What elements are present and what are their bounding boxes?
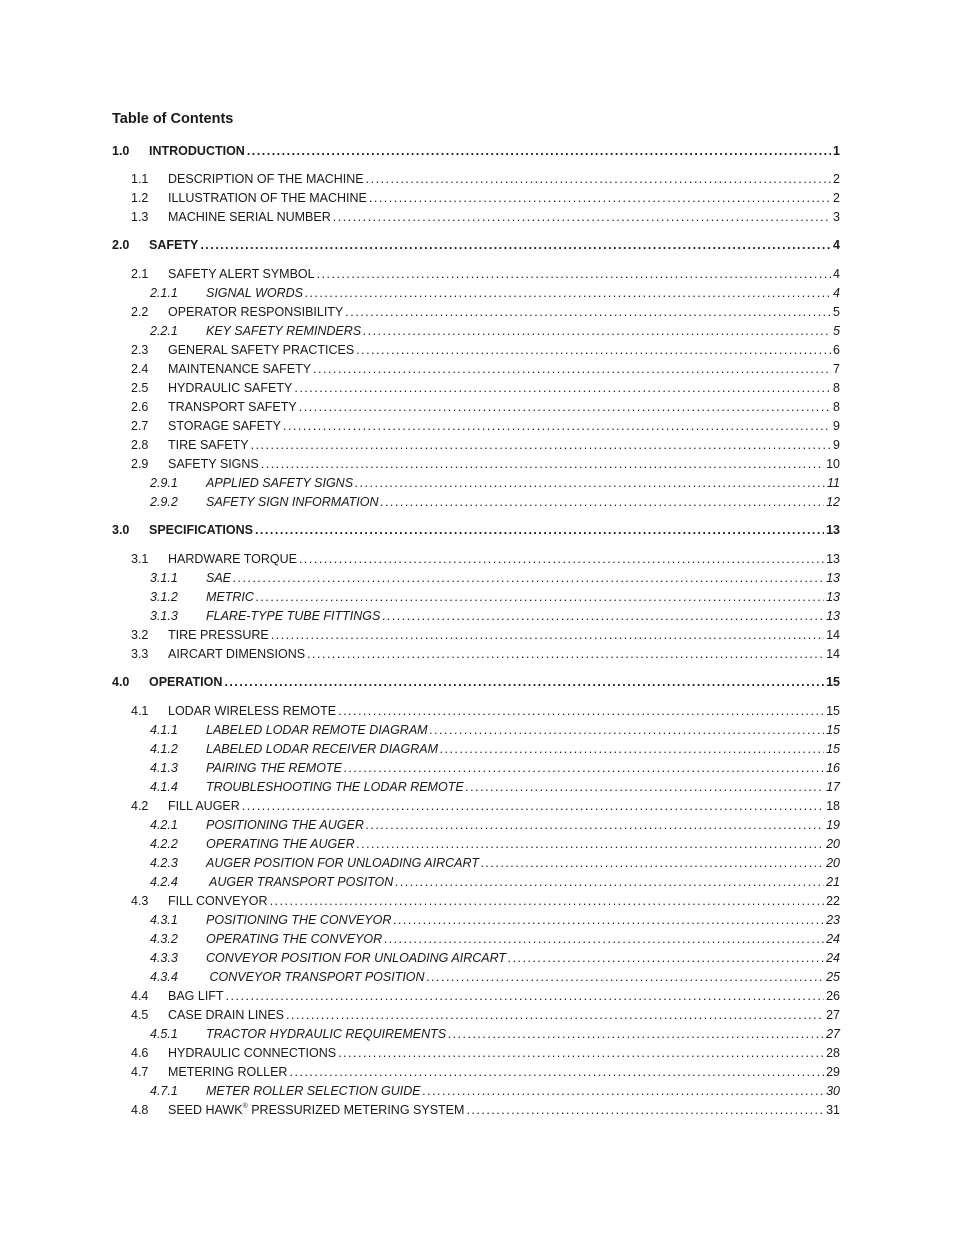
toc-entry-label: LODAR WIRELESS REMOTE (168, 704, 337, 718)
toc-entry-page-number: 7 (833, 362, 840, 376)
toc-entry-number: 2.4 (131, 362, 149, 376)
toc-entry-label: AUGER POSITION FOR UNLOADING AIRCART (206, 856, 479, 870)
toc-entry-page-number: 4 (833, 238, 840, 252)
toc-entry[interactable] (150, 1024, 840, 1042)
toc-entry[interactable] (112, 520, 840, 538)
toc-entry[interactable] (131, 701, 840, 719)
toc-dot-leader (333, 209, 831, 225)
toc-entry-label: HYDRAULIC CONNECTIONS (168, 1046, 337, 1060)
toc-dot-leader (481, 855, 824, 871)
toc-entry-number: 4.3.3 (150, 951, 178, 965)
toc-entry-page-number: 14 (826, 628, 840, 642)
toc-entry-page-number: 8 (833, 400, 840, 414)
toc-dot-leader (226, 988, 825, 1004)
toc-entry[interactable] (131, 796, 840, 814)
toc-entry-label: GENERAL SAFETY PRACTICES (168, 343, 355, 357)
toc-entry[interactable] (112, 235, 840, 253)
toc-entry-number: 4.7.1 (150, 1084, 178, 1098)
toc-entry-label: STORAGE SAFETY (168, 419, 281, 433)
toc-entry[interactable] (131, 340, 840, 358)
toc-entry-number: 4.1.1 (150, 723, 178, 737)
toc-entry-number: 4.6 (131, 1046, 149, 1060)
toc-entry[interactable] (112, 141, 840, 159)
toc-entry-page-number: 20 (826, 856, 840, 870)
toc-entry-number: 3.3 (131, 647, 149, 661)
toc-entry-label: SAFETY SIGNS (168, 457, 259, 471)
toc-entry-number: 3.1.2 (150, 590, 178, 604)
toc-entry[interactable] (150, 910, 840, 928)
toc-dot-leader (251, 437, 831, 453)
toc-entry-number: 4.3.1 (150, 913, 178, 927)
toc-entry-label: SAFETY SIGN INFORMATION (206, 495, 379, 509)
toc-entry-number: 4.2.3 (150, 856, 178, 870)
toc-dot-leader (256, 589, 824, 605)
toc-entry[interactable] (131, 207, 840, 225)
toc-entry[interactable] (112, 672, 840, 690)
toc-entry-number: 4.4 (131, 989, 149, 1003)
toc-entry-page-number: 30 (826, 1084, 840, 1098)
toc-dot-leader (430, 722, 825, 738)
toc-dot-leader (200, 237, 831, 253)
toc-dot-leader (345, 304, 831, 320)
toc-entry-label: TRANSPORT SAFETY (168, 400, 297, 414)
toc-dot-leader (224, 674, 824, 690)
toc-entry-page-number: 21 (826, 875, 840, 889)
toc-entry-number: 4.7 (131, 1065, 149, 1079)
toc-dot-leader (363, 323, 831, 339)
toc-entry-label: FILL AUGER (168, 799, 240, 813)
toc-entry-page-number: 13 (826, 609, 840, 623)
toc-entry-label: TIRE SAFETY (168, 438, 249, 452)
toc-entry-number: 2.9 (131, 457, 149, 471)
toc-dot-leader (338, 1045, 824, 1061)
toc-entry-page-number: 15 (826, 704, 840, 718)
toc-dot-leader (366, 817, 824, 833)
toc-entry-number: 4.1.4 (150, 780, 178, 794)
toc-entry[interactable] (131, 644, 840, 662)
toc-entry[interactable] (131, 625, 840, 643)
toc-entry[interactable] (131, 264, 840, 282)
toc-entry[interactable] (150, 606, 840, 624)
toc-dot-leader (242, 798, 824, 814)
toc-entry-page-number: 27 (826, 1027, 840, 1041)
toc-entry-page-number: 14 (826, 647, 840, 661)
toc-entry-number: 2.1.1 (150, 286, 178, 300)
toc-entry-page-number: 15 (826, 675, 840, 689)
toc-dot-leader (247, 143, 831, 159)
toc-entry[interactable] (131, 1005, 840, 1023)
toc-entry-label: LABELED LODAR REMOTE DIAGRAM (206, 723, 428, 737)
toc-entry-page-number: 18 (826, 799, 840, 813)
toc-entry[interactable] (150, 777, 840, 795)
toc-entry-label: SIGNAL WORDS (206, 286, 304, 300)
toc-entry-page-number: 28 (826, 1046, 840, 1060)
toc-dot-leader (270, 893, 825, 909)
toc-entry[interactable] (131, 986, 840, 1004)
toc-entry-number: 4.1 (131, 704, 149, 718)
toc-dot-leader (294, 380, 831, 396)
toc-entry-number: 3.0 (112, 523, 130, 537)
toc-entry[interactable] (131, 1100, 840, 1118)
toc-entry-label: INTRODUCTION (149, 144, 245, 158)
toc-entry-number: 3.1.1 (150, 571, 178, 585)
toc-entry[interactable] (150, 739, 840, 757)
toc-entry[interactable] (150, 967, 840, 985)
toc-entry-label: AIRCART DIMENSIONS (168, 647, 306, 661)
toc-entry[interactable] (150, 492, 840, 510)
toc-entry[interactable] (131, 302, 840, 320)
toc-entry[interactable] (150, 568, 840, 586)
toc-dot-leader (355, 475, 825, 491)
toc-entry-label: SPECIFICATIONS (149, 523, 253, 537)
toc-entry-page-number: 13 (826, 552, 840, 566)
toc-dot-leader (299, 551, 824, 567)
toc-entry-page-number: 3 (833, 210, 840, 224)
toc-entry-label: HYDRAULIC SAFETY (168, 381, 293, 395)
toc-entry-number: 2.2.1 (150, 324, 178, 338)
toc-entry-number: 2.9.1 (150, 476, 178, 490)
toc-entry-page-number: 20 (826, 837, 840, 851)
toc-entry-page-number: 13 (826, 590, 840, 604)
toc-entry-number: 4.8 (131, 1103, 149, 1117)
toc-dot-leader (440, 741, 824, 757)
toc-title: Table of Contents (112, 111, 234, 127)
toc-dot-leader (448, 1026, 824, 1042)
toc-dot-leader (395, 874, 824, 890)
toc-entry-page-number: 2 (833, 191, 840, 205)
toc-dot-leader (466, 1102, 824, 1118)
toc-entry-label: OPERATING THE CONVEYOR (206, 932, 383, 946)
toc-entry-page-number: 22 (826, 894, 840, 908)
toc-entry-label: DESCRIPTION OF THE MACHINE (168, 172, 364, 186)
toc-entry-number: 2.8 (131, 438, 149, 452)
toc-dot-leader (289, 1064, 824, 1080)
toc-entry[interactable] (131, 359, 840, 377)
toc-entry-label: HARDWARE TORQUE (168, 552, 297, 566)
toc-entry-number: 4.2.4 (150, 875, 178, 889)
toc-entry-number: 2.1 (131, 267, 149, 281)
toc-entry-number: 3.1.3 (150, 609, 178, 623)
toc-entry-label: POSITIONING THE AUGER (206, 818, 364, 832)
toc-entry-page-number: 10 (826, 457, 840, 471)
toc-dot-leader (423, 1083, 824, 1099)
toc-dot-leader (369, 190, 831, 206)
toc-entry-page-number: 6 (833, 343, 840, 357)
toc-entry[interactable] (150, 587, 840, 605)
toc-entry-label: TROUBLESHOOTING THE LODAR REMOTE (206, 780, 464, 794)
toc-entry[interactable] (150, 473, 840, 491)
toc-entry-page-number: 31 (826, 1103, 840, 1117)
toc-entry-number: 2.9.2 (150, 495, 178, 509)
toc-entry-label: CASE DRAIN LINES (168, 1008, 285, 1022)
toc-entry-label: PAIRING THE REMOTE (206, 761, 342, 775)
toc-entry[interactable] (150, 283, 840, 301)
toc-entry-number: 4.3.2 (150, 932, 178, 946)
toc-entry-number: 2.5 (131, 381, 149, 395)
toc-entry[interactable] (131, 1043, 840, 1061)
toc-entry[interactable] (150, 720, 840, 738)
toc-dot-leader (233, 570, 824, 586)
toc-dot-leader (427, 969, 825, 985)
toc-dot-leader (338, 703, 824, 719)
toc-entry-page-number: 2 (833, 172, 840, 186)
toc-entry[interactable] (131, 435, 840, 453)
toc-entry[interactable] (131, 188, 840, 206)
toc-entry-label: SAE (206, 571, 232, 585)
toc-entry-page-number: 24 (826, 951, 840, 965)
toc-entry-label: SEED HAWK® PRESSURIZED METERING SYSTEM (168, 1103, 465, 1117)
toc-entry-label: KEY SAFETY REMINDERS (206, 324, 362, 338)
toc-entry-label: CONVEYOR TRANSPORT POSITION (206, 970, 425, 984)
toc-entry-number: 4.2.2 (150, 837, 178, 851)
toc-entry-number: 4.2.1 (150, 818, 178, 832)
toc-entry-number: 4.2 (131, 799, 149, 813)
toc-entry-number: 2.6 (131, 400, 149, 414)
toc-entry-label: OPERATING THE AUGER (206, 837, 355, 851)
toc-entry-number: 2.0 (112, 238, 130, 252)
toc-entry-number: 4.1.3 (150, 761, 178, 775)
toc-entry-label: MAINTENANCE SAFETY (168, 362, 312, 376)
toc-entry-label: METERING ROLLER (168, 1065, 288, 1079)
toc-entry-label: POSITIONING THE CONVEYOR (206, 913, 392, 927)
toc-dot-leader (393, 912, 824, 928)
toc-entry-number: 4.0 (112, 675, 130, 689)
toc-entry-label: METER ROLLER SELECTION GUIDE (206, 1084, 421, 1098)
toc-entry-label: AUGER TRANSPORT POSITON (206, 875, 394, 889)
toc-entry-page-number: 9 (833, 438, 840, 452)
toc-entry-number: 1.0 (112, 144, 130, 158)
toc-entry-label: TIRE PRESSURE (168, 628, 269, 642)
toc-dot-leader (299, 399, 831, 415)
toc-entry-number: 1.3 (131, 210, 149, 224)
toc-entry[interactable] (131, 416, 840, 434)
toc-dot-leader (255, 522, 824, 538)
toc-dot-leader (261, 456, 824, 472)
toc-dot-leader (380, 494, 824, 510)
toc-dot-leader (313, 361, 831, 377)
toc-entry[interactable] (131, 169, 840, 187)
toc-entry-number: 2.7 (131, 419, 149, 433)
toc-entry-page-number: 13 (826, 523, 840, 537)
toc-entry-label: ILLUSTRATION OF THE MACHINE (168, 191, 367, 205)
toc-entry[interactable] (150, 1081, 840, 1099)
toc-dot-leader (286, 1007, 824, 1023)
toc-entry-page-number: 17 (826, 780, 840, 794)
toc-entry-page-number: 11 (827, 476, 840, 490)
toc-entry-label: CONVEYOR POSITION FOR UNLOADING AIRCART (206, 951, 507, 965)
toc-entry-label: FLARE-TYPE TUBE FITTINGS (206, 609, 381, 623)
toc-entry[interactable] (150, 321, 840, 339)
toc-entry[interactable] (150, 929, 840, 947)
toc-entry[interactable] (131, 378, 840, 396)
registered-mark: ® (242, 1103, 248, 1110)
toc-entry[interactable] (131, 549, 840, 567)
toc-entry-label: MACHINE SERIAL NUMBER (168, 210, 331, 224)
toc-entry-page-number: 8 (833, 381, 840, 395)
toc-entry[interactable] (131, 397, 840, 415)
toc-entry-number: 4.3 (131, 894, 149, 908)
toc-entry-label: SAFETY (149, 238, 199, 252)
toc-entry-number: 3.2 (131, 628, 149, 642)
toc-entry-number: 1.1 (131, 172, 149, 186)
toc-entry-label: TRACTOR HYDRAULIC REQUIREMENTS (206, 1027, 447, 1041)
toc-entry[interactable] (131, 891, 840, 909)
toc-dot-leader (271, 627, 824, 643)
toc-entry-number: 2.2 (131, 305, 149, 319)
toc-dot-leader (283, 418, 831, 434)
toc-entry[interactable] (150, 758, 840, 776)
toc-entry-label: OPERATION (149, 675, 223, 689)
toc-entry-label: APPLIED SAFETY SIGNS (206, 476, 354, 490)
toc-entry-page-number: 15 (826, 723, 840, 737)
toc-entry-page-number: 5 (833, 305, 840, 319)
toc-entry[interactable] (150, 815, 840, 833)
toc-dot-leader (508, 950, 824, 966)
toc-entry[interactable] (150, 948, 840, 966)
toc-entry-label: OPERATOR RESPONSIBILITY (168, 305, 344, 319)
toc-entry-page-number: 4 (833, 267, 840, 281)
toc-entry-number: 2.3 (131, 343, 149, 357)
toc-entry-page-number: 24 (826, 932, 840, 946)
toc-entry-page-number: 26 (826, 989, 840, 1003)
toc-dot-leader (317, 266, 831, 282)
toc-entry-page-number: 27 (826, 1008, 840, 1022)
toc-dot-leader (384, 931, 824, 947)
toc-entry-number: 1.2 (131, 191, 149, 205)
toc-entry-number: 4.5 (131, 1008, 149, 1022)
toc-dot-leader (307, 646, 824, 662)
toc-entry[interactable] (150, 834, 840, 852)
toc-entry-number: 4.3.4 (150, 970, 178, 984)
toc-entry-label: SAFETY ALERT SYMBOL (168, 267, 315, 281)
toc-entry[interactable] (131, 454, 840, 472)
toc-entry-page-number: 29 (826, 1065, 840, 1079)
toc-entry-label: BAG LIFT (168, 989, 224, 1003)
toc-dot-leader (382, 608, 824, 624)
toc-dot-leader (366, 171, 831, 187)
toc-entry[interactable] (131, 1062, 840, 1080)
toc-entry-page-number: 5 (833, 324, 840, 338)
toc-entry-page-number: 15 (826, 742, 840, 756)
toc-entry-label: METRIC (206, 590, 254, 604)
toc-entry-page-number: 12 (826, 495, 840, 509)
toc-entry-page-number: 23 (826, 913, 840, 927)
toc-entry-page-number: 16 (826, 761, 840, 775)
toc-entry-page-number: 9 (833, 419, 840, 433)
toc-entry-page-number: 1 (833, 144, 840, 158)
toc-entry-number: 3.1 (131, 552, 149, 566)
toc-entry-page-number: 13 (826, 571, 840, 585)
toc-entry-page-number: 19 (826, 818, 840, 832)
toc-entry-label: LABELED LODAR RECEIVER DIAGRAM (206, 742, 439, 756)
toc-entry[interactable] (150, 872, 840, 890)
toc-entry[interactable] (150, 853, 840, 871)
toc-dot-leader (356, 342, 831, 358)
toc-dot-leader (466, 779, 824, 795)
toc-entry-number: 4.1.2 (150, 742, 178, 756)
toc-dot-leader (305, 285, 831, 301)
toc-dot-leader (357, 836, 824, 852)
toc-entry-page-number: 4 (833, 286, 840, 300)
toc-entry-label: FILL CONVEYOR (168, 894, 268, 908)
toc-entry-page-number: 25 (826, 970, 840, 984)
toc-entry-number: 4.5.1 (150, 1027, 178, 1041)
toc-dot-leader (344, 760, 824, 776)
